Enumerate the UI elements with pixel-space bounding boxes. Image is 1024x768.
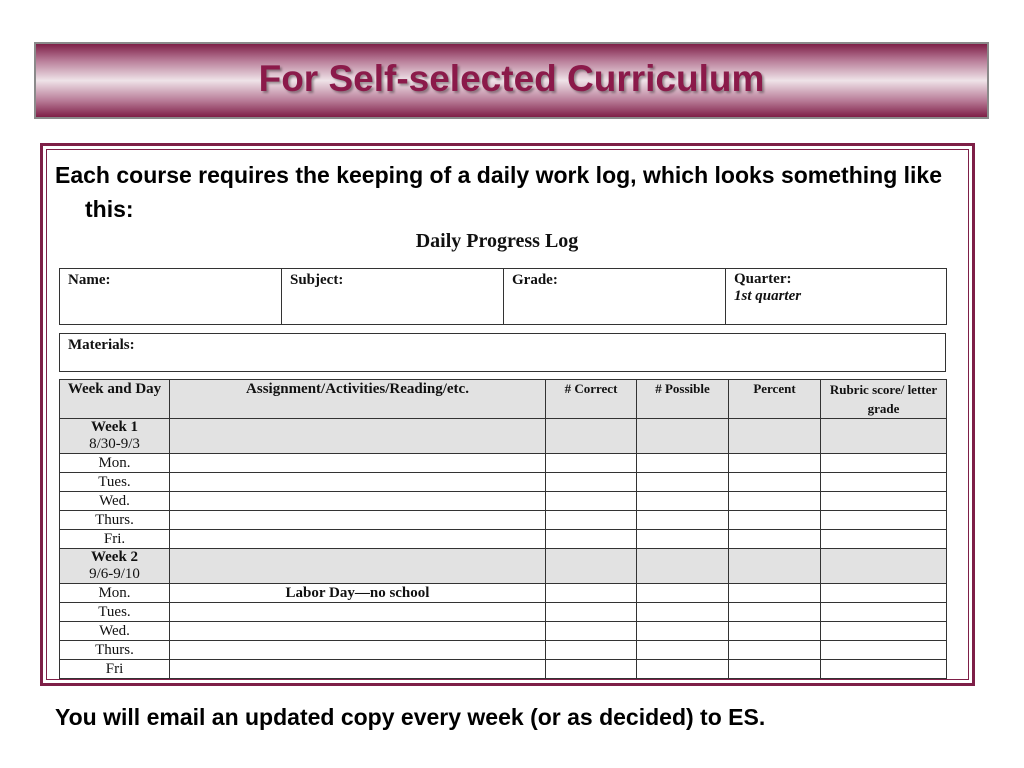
week-range: 8/30-9/3: [89, 436, 140, 452]
week-possible-cell: [637, 419, 729, 454]
day-percent-cell: [729, 530, 821, 549]
day-possible-cell: [637, 622, 729, 641]
day-row: [60, 454, 947, 473]
day-row: [60, 584, 947, 603]
day-percent-cell: [729, 584, 821, 603]
day-rubric-cell: [821, 641, 947, 660]
day-correct-cell: [546, 641, 637, 660]
name-label: Name:: [68, 272, 111, 288]
day-possible-cell: [637, 641, 729, 660]
footer-text: You will email an updated copy every week (or as decided) to ES.: [55, 704, 766, 730]
day-label: Wed.: [60, 622, 170, 641]
day-label: Thurs.: [60, 511, 170, 530]
assignment-cell: [170, 511, 546, 530]
week-rubric-cell: [821, 549, 947, 584]
day-rubric-cell: [821, 511, 947, 530]
day-row: [60, 492, 947, 511]
day-possible-cell: [637, 473, 729, 492]
day-rubric-cell: [821, 530, 947, 549]
week-label: Week 1: [90, 419, 139, 435]
day-row: [60, 473, 947, 492]
day-rubric-cell: [821, 492, 947, 511]
week-percent-cell: [729, 419, 821, 454]
week-correct-cell: [546, 419, 637, 454]
week-header-row: [60, 419, 947, 454]
day-label: Fri: [60, 660, 170, 679]
week-possible-cell: [637, 549, 729, 584]
assignment-cell: [170, 603, 546, 622]
day-label: Mon.: [60, 454, 170, 473]
day-rubric-cell: [821, 660, 947, 679]
intro-text: Each course requires the keeping of a daily work log, which looks something like this:: [55, 162, 943, 222]
day-percent-cell: [729, 641, 821, 660]
day-correct-cell: [546, 603, 637, 622]
day-rubric-cell: [821, 454, 947, 473]
assignment-cell: [170, 622, 546, 641]
name-cell: [60, 269, 282, 325]
header-percent: Percent: [729, 380, 821, 419]
day-percent-cell: [729, 660, 821, 679]
day-possible-cell: [637, 530, 729, 549]
day-correct-cell: [546, 454, 637, 473]
grade-label: Grade:: [512, 272, 558, 288]
day-possible-cell: [637, 584, 729, 603]
slide-title: For Self-selected Curriculum: [258, 58, 765, 99]
quarter-cell: [726, 269, 947, 325]
day-correct-cell: [546, 622, 637, 641]
day-possible-cell: [637, 660, 729, 679]
content-inner: [46, 149, 969, 680]
materials-table: [59, 333, 946, 372]
week-assignment-cell: [170, 549, 546, 584]
day-label: Tues.: [60, 473, 170, 492]
week-label-cell: [60, 549, 170, 584]
week-label: Week 2: [90, 549, 139, 565]
day-correct-cell: [546, 492, 637, 511]
materials-cell: [60, 334, 946, 372]
title-banner: [34, 42, 989, 119]
week-header-row: [60, 549, 947, 584]
header-correct: # Correct: [546, 380, 637, 419]
assignment-cell: [170, 492, 546, 511]
log-body: [60, 419, 947, 679]
day-label: Fri.: [60, 530, 170, 549]
day-possible-cell: [637, 492, 729, 511]
day-percent-cell: [729, 454, 821, 473]
header-week-day: Week and Day: [60, 380, 170, 419]
day-rubric-cell: [821, 473, 947, 492]
day-row: [60, 660, 947, 679]
day-rubric-cell: [821, 603, 947, 622]
day-correct-cell: [546, 660, 637, 679]
day-possible-cell: [637, 603, 729, 622]
day-row: [60, 622, 947, 641]
assignment-cell: Labor Day—no school: [170, 584, 546, 603]
day-rubric-cell: [821, 622, 947, 641]
day-correct-cell: [546, 473, 637, 492]
subject-label: Subject:: [290, 272, 344, 288]
week-rubric-cell: [821, 419, 947, 454]
day-percent-cell: [729, 622, 821, 641]
day-row: [60, 641, 947, 660]
progress-log-table: [59, 379, 947, 679]
day-possible-cell: [637, 511, 729, 530]
day-possible-cell: [637, 454, 729, 473]
quarter-label: Quarter:: [734, 271, 792, 287]
assignment-cell: [170, 660, 546, 679]
day-label: Mon.: [60, 584, 170, 603]
day-label: Tues.: [60, 603, 170, 622]
header-possible: # Possible: [637, 380, 729, 419]
assignment-cell: [170, 641, 546, 660]
day-percent-cell: [729, 603, 821, 622]
day-percent-cell: [729, 492, 821, 511]
day-label: Wed.: [60, 492, 170, 511]
assignment-cell: [170, 454, 546, 473]
subject-cell: [282, 269, 504, 325]
info-table: [59, 268, 947, 325]
day-label: Thurs.: [60, 641, 170, 660]
assignment-cell: [170, 530, 546, 549]
day-correct-cell: [546, 530, 637, 549]
day-row: [60, 511, 947, 530]
day-percent-cell: [729, 473, 821, 492]
assignment-cell: [170, 473, 546, 492]
week-correct-cell: [546, 549, 637, 584]
day-rubric-cell: [821, 584, 947, 603]
day-correct-cell: [546, 511, 637, 530]
header-rubric: Rubric score/ letter grade: [821, 380, 947, 419]
week-range: 9/6-9/10: [89, 566, 140, 582]
materials-label: Materials:: [68, 337, 135, 353]
day-row: [60, 530, 947, 549]
week-percent-cell: [729, 549, 821, 584]
day-correct-cell: [546, 584, 637, 603]
log-title: Daily Progress Log: [415, 230, 579, 252]
header-assignment: Assignment/Activities/Reading/etc.: [170, 380, 546, 419]
week-assignment-cell: [170, 419, 546, 454]
quarter-value: 1st quarter: [734, 288, 802, 304]
day-percent-cell: [729, 511, 821, 530]
week-label-cell: [60, 419, 170, 454]
day-row: [60, 603, 947, 622]
grade-cell: [504, 269, 726, 325]
content-frame: [40, 143, 975, 686]
